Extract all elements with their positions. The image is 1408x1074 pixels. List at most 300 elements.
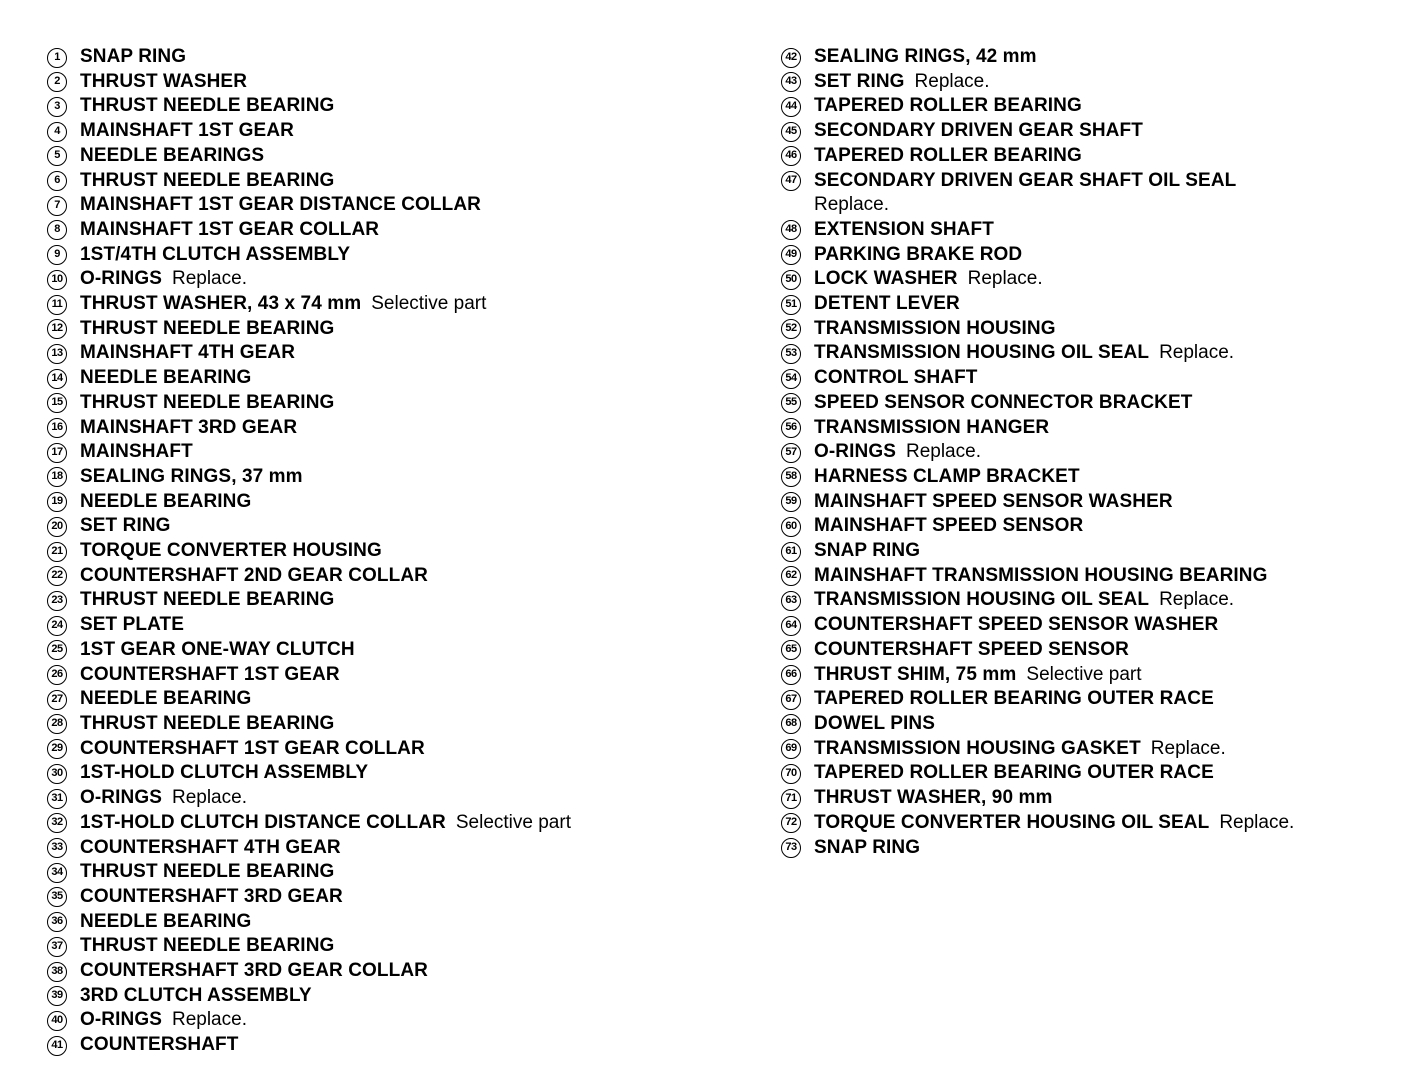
part-text — [814, 588, 1234, 613]
part-number-badge: 68 — [781, 714, 801, 734]
part-list-item — [47, 144, 747, 169]
part-text — [80, 218, 379, 243]
part-text — [80, 860, 334, 885]
part-number-badge: 71 — [781, 789, 801, 809]
part-text — [80, 465, 303, 490]
part-list-item — [781, 638, 1391, 663]
part-number-badge: 9 — [47, 245, 67, 265]
part-text — [814, 539, 920, 564]
part-number-badge: 27 — [47, 690, 67, 710]
part-name: O-RINGS — [80, 787, 162, 809]
part-note: Replace. — [967, 268, 1043, 290]
part-text — [80, 934, 334, 959]
part-list-item — [47, 267, 747, 292]
part-text — [814, 712, 935, 737]
part-text — [80, 317, 334, 342]
part-name: HARNESS CLAMP BRACKET — [814, 465, 1080, 487]
part-number-badge: 70 — [781, 764, 801, 784]
part-number-badge: 13 — [47, 344, 67, 364]
part-name: 1ST-HOLD CLUTCH ASSEMBLY — [80, 762, 369, 784]
part-list-item — [781, 564, 1391, 589]
part-list-item — [781, 144, 1391, 169]
part-list-item — [781, 663, 1391, 688]
part-name: THRUST NEEDLE BEARING — [80, 317, 335, 339]
part-text — [814, 267, 1043, 292]
part-text — [80, 70, 247, 95]
part-name: TRANSMISSION HANGER — [814, 416, 1050, 438]
part-list-item — [47, 910, 747, 935]
part-text — [80, 243, 350, 268]
part-text — [814, 490, 1173, 515]
part-text — [80, 366, 251, 391]
part-text — [814, 341, 1234, 366]
part-name: THRUST NEEDLE BEARING — [80, 712, 335, 734]
part-name: 3RD CLUTCH ASSEMBLY — [80, 984, 312, 1006]
part-name: CONTROL SHAFT — [814, 367, 978, 389]
part-list-item — [781, 416, 1391, 441]
part-number-badge: 50 — [781, 270, 801, 290]
part-text — [80, 45, 186, 70]
part-list-item — [47, 193, 747, 218]
part-name: O-RINGS — [814, 441, 896, 463]
part-text — [814, 45, 1037, 70]
part-text — [814, 737, 1226, 762]
part-text — [80, 1033, 238, 1058]
part-number-badge: 42 — [781, 48, 801, 68]
part-name: NEEDLE BEARING — [80, 910, 252, 932]
part-list-item — [47, 811, 747, 836]
part-name: TRANSMISSION HOUSING OIL SEAL — [814, 589, 1150, 611]
part-name: SET RING — [80, 515, 171, 537]
part-list-item — [781, 341, 1391, 366]
part-list-item — [47, 514, 747, 539]
part-number-badge: 20 — [47, 517, 67, 537]
part-text — [80, 490, 251, 515]
part-name: PARKING BRAKE ROD — [814, 243, 1023, 265]
part-text — [80, 564, 428, 589]
part-name: COUNTERSHAFT 1ST GEAR — [80, 663, 340, 685]
part-text — [814, 317, 1056, 342]
part-name: MAINSHAFT 4TH GEAR — [80, 342, 296, 364]
part-name: TORQUE CONVERTER HOUSING OIL SEAL — [814, 811, 1210, 833]
part-name: SECONDARY DRIVEN GEAR SHAFT — [814, 120, 1143, 142]
part-number-badge: 57 — [781, 443, 801, 463]
part-number-badge: 69 — [781, 739, 801, 759]
part-text — [814, 416, 1049, 441]
part-number-badge: 58 — [781, 467, 801, 487]
part-list-item — [781, 786, 1391, 811]
part-name: NEEDLE BEARINGS — [80, 144, 265, 166]
part-name: DOWEL PINS — [814, 712, 935, 734]
part-text — [814, 786, 1052, 811]
part-text — [80, 786, 247, 811]
part-number-badge: 19 — [47, 492, 67, 512]
part-number-badge: 6 — [47, 171, 67, 191]
part-list-item — [47, 94, 747, 119]
part-number-badge: 8 — [47, 220, 67, 240]
part-list-item — [781, 490, 1391, 515]
part-text — [80, 341, 295, 366]
part-number-badge: 39 — [47, 986, 67, 1006]
part-list-item — [781, 391, 1391, 416]
part-number-badge: 14 — [47, 369, 67, 389]
part-name: THRUST WASHER, 90 mm — [814, 787, 1053, 809]
part-list-item — [781, 366, 1391, 391]
part-name: SEALING RINGS, 42 mm — [814, 46, 1037, 67]
part-name: TRANSMISSION HOUSING GASKET — [814, 737, 1141, 759]
part-name: 1ST-HOLD CLUTCH DISTANCE COLLAR — [80, 811, 446, 833]
parts-list-left-column — [47, 45, 747, 1058]
part-text — [80, 416, 297, 441]
part-name: SEALING RINGS, 37 mm — [80, 465, 303, 487]
part-list-item — [47, 317, 747, 342]
part-text — [814, 119, 1143, 144]
part-name: O-RINGS — [80, 268, 162, 290]
part-list-item — [47, 218, 747, 243]
part-number-badge: 66 — [781, 665, 801, 685]
part-text — [814, 687, 1214, 712]
part-text — [814, 663, 1142, 688]
part-name: THRUST NEEDLE BEARING — [80, 589, 335, 611]
part-number-badge: 53 — [781, 344, 801, 364]
part-note: Replace. — [171, 1009, 247, 1031]
part-text — [814, 836, 920, 861]
part-number-badge: 47 — [781, 171, 801, 191]
part-text — [814, 243, 1022, 268]
part-name: SECONDARY DRIVEN GEAR SHAFT OIL SEAL — [814, 169, 1237, 191]
part-note: Replace. — [1159, 589, 1235, 611]
part-number-badge: 44 — [781, 97, 801, 117]
part-list-item — [781, 45, 1391, 70]
part-text — [80, 638, 355, 663]
part-list-item — [47, 292, 747, 317]
part-list-item — [47, 959, 747, 984]
part-name: COUNTERSHAFT 4TH GEAR — [80, 836, 341, 858]
part-list-item — [781, 70, 1391, 95]
part-name: TRANSMISSION HOUSING — [814, 317, 1056, 339]
part-text — [80, 514, 171, 539]
part-text — [80, 687, 251, 712]
part-note: Replace. — [1219, 811, 1295, 833]
part-number-badge: 26 — [47, 665, 67, 685]
part-list-item — [781, 292, 1391, 317]
part-list-item — [47, 564, 747, 589]
part-text — [80, 539, 382, 564]
part-text — [80, 169, 334, 194]
part-name: TAPERED ROLLER BEARING OUTER RACE — [814, 762, 1214, 784]
part-list-item — [781, 761, 1391, 786]
part-name: MAINSHAFT SPEED SENSOR — [814, 515, 1084, 537]
part-number-badge: 49 — [781, 245, 801, 265]
part-number-badge: 52 — [781, 319, 801, 339]
part-list-item — [781, 737, 1391, 762]
part-name: NEEDLE BEARING — [80, 367, 252, 389]
part-text — [814, 638, 1129, 663]
part-number-badge: 33 — [47, 838, 67, 858]
part-name: THRUST NEEDLE BEARING — [80, 169, 335, 191]
part-list-item — [47, 416, 747, 441]
part-name: SET PLATE — [80, 614, 184, 636]
part-list-item — [781, 687, 1391, 712]
part-text — [80, 267, 247, 292]
part-text — [80, 984, 312, 1009]
part-name: MAINSHAFT 3RD GEAR — [80, 416, 298, 438]
part-note: Replace. — [171, 787, 247, 809]
part-text — [814, 144, 1082, 169]
part-list-item — [781, 465, 1391, 490]
part-name: SNAP RING — [80, 46, 187, 67]
part-number-badge: 12 — [47, 319, 67, 339]
part-list-item — [47, 70, 747, 95]
part-text — [80, 1008, 247, 1033]
part-number-badge: 36 — [47, 912, 67, 932]
part-name: THRUST WASHER — [80, 70, 248, 92]
part-text — [80, 391, 334, 416]
part-text — [80, 613, 184, 638]
part-name: DETENT LEVER — [814, 293, 960, 315]
part-name: MAINSHAFT 1ST GEAR COLLAR — [80, 218, 380, 240]
part-number-badge: 21 — [47, 542, 67, 562]
part-name: NEEDLE BEARING — [80, 688, 252, 710]
part-text — [814, 514, 1083, 539]
part-list-item — [781, 218, 1391, 243]
part-number-badge: 1 — [47, 48, 67, 68]
part-name: TRANSMISSION HOUSING OIL SEAL — [814, 342, 1150, 364]
part-name: THRUST NEEDLE BEARING — [80, 95, 335, 117]
part-list-item — [781, 613, 1391, 638]
part-note: Replace. — [171, 268, 247, 290]
part-list-item — [47, 243, 747, 268]
part-number-badge: 73 — [781, 838, 801, 858]
part-list-item — [47, 836, 747, 861]
part-number-badge: 62 — [781, 566, 801, 586]
part-note: Replace. — [814, 194, 889, 216]
part-text — [814, 440, 981, 465]
part-list-item — [47, 366, 747, 391]
part-name: COUNTERSHAFT 3RD GEAR — [80, 885, 343, 907]
part-list-item — [47, 860, 747, 885]
part-list-item — [781, 514, 1391, 539]
part-text — [80, 737, 425, 762]
part-list-item — [47, 1033, 747, 1058]
part-name: THRUST NEEDLE BEARING — [80, 935, 335, 957]
part-name: COUNTERSHAFT 3RD GEAR COLLAR — [80, 960, 428, 982]
part-list-item — [781, 836, 1391, 861]
part-number-badge: 64 — [781, 616, 801, 636]
part-list-item — [47, 588, 747, 613]
part-list-item — [781, 317, 1391, 342]
part-list-item — [47, 45, 747, 70]
part-text — [814, 564, 1267, 589]
part-name: SNAP RING — [814, 540, 921, 562]
part-name: NEEDLE BEARING — [80, 490, 252, 512]
part-number-badge: 40 — [47, 1011, 67, 1031]
part-number-badge: 15 — [47, 393, 67, 413]
part-number-badge: 63 — [781, 591, 801, 611]
part-text — [814, 70, 990, 95]
part-number-badge: 10 — [47, 270, 67, 290]
part-number-badge: 17 — [47, 443, 67, 463]
part-number-badge: 56 — [781, 418, 801, 438]
part-name: MAINSHAFT 1ST GEAR — [80, 120, 294, 142]
part-list-item — [781, 267, 1391, 292]
part-list-item — [47, 613, 747, 638]
part-list-item — [47, 786, 747, 811]
part-name: TAPERED ROLLER BEARING OUTER RACE — [814, 688, 1214, 710]
part-number-badge: 22 — [47, 566, 67, 586]
part-text — [80, 663, 340, 688]
part-list-item — [47, 687, 747, 712]
part-name: COUNTERSHAFT — [80, 1034, 239, 1056]
part-name: THRUST NEEDLE BEARING — [80, 391, 335, 413]
part-number-badge: 72 — [781, 813, 801, 833]
part-name: COUNTERSHAFT SPEED SENSOR — [814, 638, 1129, 660]
part-list-item — [781, 588, 1391, 613]
part-list-item — [47, 440, 747, 465]
part-number-badge: 25 — [47, 640, 67, 660]
part-text — [814, 465, 1080, 490]
part-text — [814, 761, 1214, 786]
part-number-badge: 59 — [781, 492, 801, 512]
part-number-badge: 45 — [781, 122, 801, 142]
part-name: THRUST SHIM, 75 mm — [814, 663, 1017, 685]
part-number-badge: 55 — [781, 393, 801, 413]
part-text — [80, 959, 428, 984]
part-number-badge: 31 — [47, 789, 67, 809]
part-list-item — [47, 490, 747, 515]
part-text — [80, 885, 343, 910]
part-text — [814, 169, 1334, 218]
part-name: TAPERED ROLLER BEARING — [814, 144, 1082, 166]
part-name: LOCK WASHER — [814, 268, 958, 290]
part-number-badge: 35 — [47, 887, 67, 907]
part-list-item — [47, 391, 747, 416]
part-text — [80, 761, 368, 786]
part-list-item — [47, 539, 747, 564]
part-name: THRUST WASHER, 43 x 74 mm — [80, 293, 362, 315]
part-name: MAINSHAFT SPEED SENSOR WASHER — [814, 490, 1173, 512]
part-number-badge: 67 — [781, 690, 801, 710]
part-list-item — [47, 663, 747, 688]
part-note: Selective part — [371, 293, 487, 315]
part-list-item — [781, 169, 1391, 218]
part-number-badge: 29 — [47, 739, 67, 759]
part-list-item — [781, 440, 1391, 465]
part-name: TORQUE CONVERTER HOUSING — [80, 540, 382, 562]
part-number-badge: 18 — [47, 467, 67, 487]
part-number-badge: 4 — [47, 122, 67, 142]
part-text — [814, 94, 1082, 119]
part-name: MAINSHAFT 1ST GEAR DISTANCE COLLAR — [80, 194, 481, 216]
part-name: COUNTERSHAFT 1ST GEAR COLLAR — [80, 737, 425, 759]
part-number-badge: 32 — [47, 813, 67, 833]
part-list-item — [47, 984, 747, 1009]
part-list-item — [781, 539, 1391, 564]
part-name: SPEED SENSOR CONNECTOR BRACKET — [814, 391, 1193, 413]
part-name: MAINSHAFT TRANSMISSION HOUSING BEARING — [814, 564, 1268, 586]
part-list-item — [47, 119, 747, 144]
part-list-item — [47, 169, 747, 194]
part-list-item — [47, 934, 747, 959]
part-text — [80, 910, 251, 935]
part-number-badge: 60 — [781, 517, 801, 537]
part-name: 1ST/4TH CLUTCH ASSEMBLY — [80, 243, 351, 265]
part-number-badge: 37 — [47, 937, 67, 957]
part-name: TAPERED ROLLER BEARING — [814, 95, 1082, 117]
part-number-badge: 65 — [781, 640, 801, 660]
part-number-badge: 34 — [47, 863, 67, 883]
part-number-badge: 16 — [47, 418, 67, 438]
part-note: Selective part — [455, 811, 571, 833]
part-name: MAINSHAFT — [80, 441, 193, 463]
part-name: 1ST GEAR ONE-WAY CLUTCH — [80, 638, 355, 660]
part-number-badge: 43 — [781, 72, 801, 92]
part-number-badge: 48 — [781, 220, 801, 240]
part-name: EXTENSION SHAFT — [814, 218, 994, 240]
part-list-item — [781, 119, 1391, 144]
parts-list-right-column — [781, 45, 1391, 860]
part-note: Replace. — [1150, 737, 1226, 759]
part-text — [814, 613, 1218, 638]
part-name: SET RING — [814, 70, 905, 92]
part-number-badge: 46 — [781, 146, 801, 166]
part-number-badge: 61 — [781, 542, 801, 562]
part-text — [80, 588, 334, 613]
part-note: Replace. — [905, 441, 981, 463]
part-list-item — [47, 341, 747, 366]
part-text — [80, 94, 334, 119]
part-text — [80, 836, 341, 861]
part-list-item — [781, 243, 1391, 268]
part-text — [80, 193, 481, 218]
part-text — [80, 119, 294, 144]
part-list-item — [47, 761, 747, 786]
part-number-badge: 23 — [47, 591, 67, 611]
part-number-badge: 24 — [47, 616, 67, 636]
part-text — [814, 811, 1294, 836]
part-list-item — [47, 885, 747, 910]
part-text — [80, 811, 571, 836]
part-list-item — [781, 94, 1391, 119]
part-number-badge: 28 — [47, 714, 67, 734]
part-note: Replace. — [1159, 342, 1235, 364]
part-text — [814, 391, 1192, 416]
part-list-item — [47, 1008, 747, 1033]
part-text — [80, 712, 334, 737]
part-name: COUNTERSHAFT SPEED SENSOR WASHER — [814, 614, 1219, 636]
part-name: COUNTERSHAFT 2ND GEAR COLLAR — [80, 564, 428, 586]
part-list-item — [47, 737, 747, 762]
part-number-badge: 11 — [47, 295, 67, 315]
part-number-badge: 30 — [47, 764, 67, 784]
part-text — [814, 218, 994, 243]
part-number-badge: 3 — [47, 97, 67, 117]
part-number-badge: 41 — [47, 1036, 67, 1056]
part-text — [814, 366, 978, 391]
part-list-item — [47, 712, 747, 737]
part-number-badge: 5 — [47, 146, 67, 166]
part-text — [80, 144, 264, 169]
part-list-item — [781, 712, 1391, 737]
part-number-badge: 54 — [781, 369, 801, 389]
part-name: O-RINGS — [80, 1009, 162, 1031]
part-text — [80, 292, 486, 317]
part-note: Replace. — [914, 70, 990, 92]
part-list-item — [47, 638, 747, 663]
part-number-badge: 2 — [47, 72, 67, 92]
part-list-item — [781, 811, 1391, 836]
part-text — [80, 440, 193, 465]
